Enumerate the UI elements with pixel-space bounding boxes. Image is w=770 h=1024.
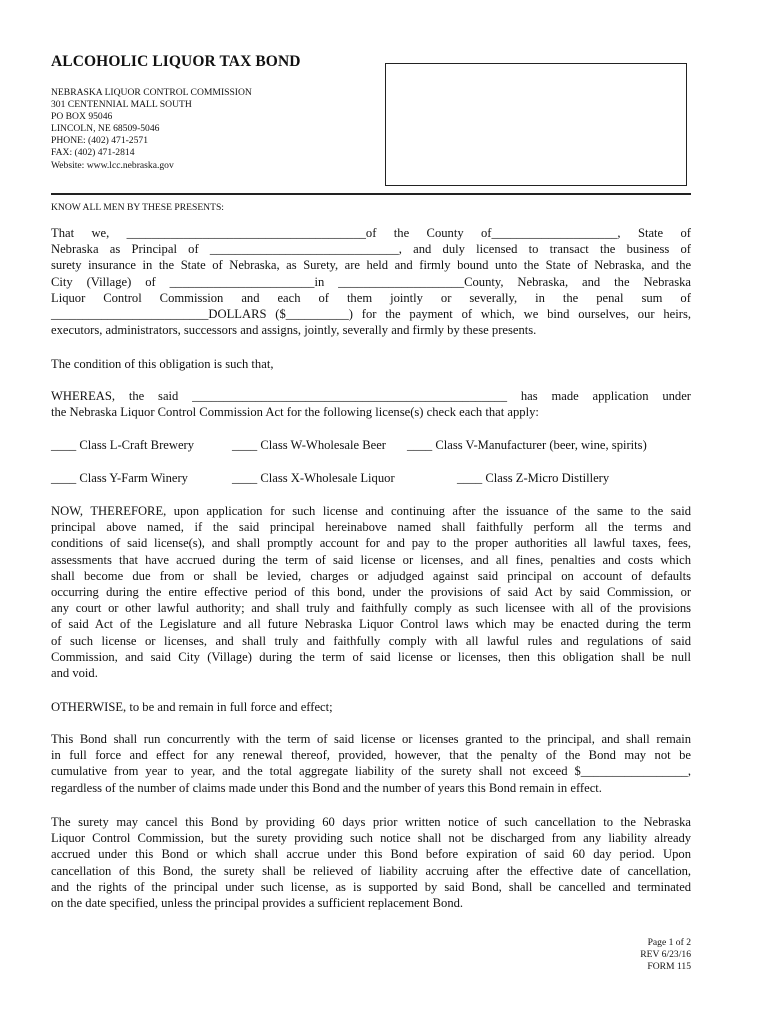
- word: jointly: [390, 290, 423, 305]
- word: of: [318, 290, 329, 305]
- surety-line: accrued under this Bond or which shall accrue under this Bond before expiration of said 60 day period. Upon: [51, 847, 691, 862]
- now-line: of such license or licenses, and shall truly and faithfully comply with all lawful rules and regulations of said: [51, 633, 691, 648]
- bond-line: cumulative from year to year, and the total aggregate liability of the surety shall not exceed $_________________,: [51, 764, 691, 779]
- page-number: Page 1 of 2: [647, 937, 691, 948]
- surety-line: cancellation of this Bond, the surety shall be relieved of liability accruing after the effective date of cancellation,: [51, 863, 691, 878]
- para1-line-4: City (Village) of _______________________in ____________________County, Nebraska, and the Nebraska: [51, 274, 691, 289]
- para1-line-2: Nebraska as Principal of ______________________________, and duly licensed to transact the business of: [51, 242, 691, 257]
- now-line: assessments that have accrued during the term of said license or licenses, and all fines, penalties and costs which: [51, 552, 691, 567]
- word: Control: [103, 290, 142, 305]
- word: Liquor: [51, 290, 86, 305]
- address-line-website: Website: www.lcc.nebraska.gov: [51, 159, 174, 171]
- now-line: shall become due from or shall be levied, charges or adjudged against said principal on account of defaults: [51, 568, 691, 583]
- now-line: any court or other lawful authority; and shall truly and faithfully comply as such licensee with all of the provisions: [51, 601, 691, 616]
- now-line: NOW, THEREFORE, upon application for such license and continuing after the issuance of the same to the said: [51, 504, 691, 518]
- now-line: occurring during the entire effective period of this bond, under the provisions of said Act by said Commission, or: [51, 585, 691, 600]
- word: the: [562, 290, 579, 305]
- para1-line-5: [51, 290, 691, 306]
- know-all-men-heading: KNOW ALL MEN BY THESE PRESENTS:: [51, 202, 224, 213]
- now-line: and void.: [51, 666, 98, 681]
- form-title: ALCOHOLIC LIQUOR TAX BOND: [51, 53, 301, 70]
- office-use-box: [385, 63, 687, 186]
- bond-line: This Bond shall run concurrently with the term of said license or licenses granted to the principal, and shall remain: [51, 732, 691, 746]
- whereas-paragraph: [51, 388, 691, 420]
- revision-date: REV 6/23/16: [640, 949, 691, 961]
- now-line: conditions of said license(s), and shall promptly account for and pay to the proper authorities all lawful taxes, fees,: [51, 536, 691, 551]
- checkbox-class-x-wholesale-liquor[interactable]: ____ Class X-Wholesale Liquor: [232, 471, 395, 485]
- page-footer: [611, 937, 691, 974]
- word: in: [535, 290, 545, 305]
- whereas-line-2: the Nebraska Liquor Control Commission Act for the following license(s) check each that apply:: [51, 405, 539, 420]
- principal-surety-paragraph: [51, 225, 691, 338]
- whereas-line-1: WHEREAS, the said __________________________________________________ has made application under: [51, 389, 691, 403]
- surety-line: The surety may cancel this Bond by providing 60 days prior written notice of such cancellation to the Nebraska: [51, 815, 691, 829]
- para1-line-3: surety insurance in the State of Nebraska, as Surety, are held and firmly bound unto the State of Nebraska, and the: [51, 258, 691, 273]
- word: penal: [596, 290, 624, 305]
- now-line: principal above named, if the said principal hereinabove named shall faithfully perform all the terms and: [51, 520, 691, 535]
- word: of: [680, 290, 691, 305]
- address-line-commission: NEBRASKA LIQUOR CONTROL COMMISSION: [51, 87, 252, 98]
- form-number: FORM 115: [647, 961, 691, 973]
- address-line-phone: PHONE: (402) 471-2571: [51, 135, 148, 147]
- header-divider: [51, 193, 691, 195]
- word: sum: [641, 290, 663, 305]
- surety-cancellation-paragraph: [51, 814, 691, 911]
- word: Commission: [159, 290, 224, 305]
- address-line-fax: FAX: (402) 471-2814: [51, 147, 135, 159]
- para1-line-1: That we, ______________________________________of the County of____________________, State of: [51, 226, 691, 240]
- surety-line: and the rights of the principal under such license, as is supported by said Bond, shall be cancelled and terminated: [51, 879, 691, 894]
- checkbox-class-v-manufacturer[interactable]: ____ Class V-Manufacturer (beer, wine, spirits): [407, 438, 647, 452]
- word: severally,: [469, 290, 518, 305]
- commission-address-block: [51, 87, 252, 172]
- checkbox-class-y-farm-winery[interactable]: ____ Class Y-Farm Winery: [51, 471, 188, 485]
- bond-line: regardless of the number of claims made under this Bond and the number of years this Bond remain in effect.: [51, 780, 602, 795]
- checkbox-class-w-wholesale-beer[interactable]: ____ Class W-Wholesale Beer: [232, 438, 387, 452]
- para1-line-7: executors, administrators, successors and assigns, jointly, severally and firmly by these presents.: [51, 323, 537, 338]
- surety-line: on the date specified, unless the principal provides a sufficient replacement Bond.: [51, 896, 464, 911]
- surety-line: Liquor Control Commission, but the surety providing such notice shall not be discharged from any liability already: [51, 831, 691, 846]
- bond-concurrent-paragraph: [51, 731, 691, 796]
- condition-statement: The condition of this obligation is such that,: [51, 357, 274, 371]
- word: each: [277, 290, 301, 305]
- checkbox-class-z-micro-distillery[interactable]: ____ Class Z-Micro Distillery: [457, 471, 610, 485]
- address-line-po-box: PO BOX 95046: [51, 111, 113, 123]
- address-line-city: LINCOLN, NE 68509-5046: [51, 123, 160, 135]
- now-line: Commission, and said City (Village) during the term of said license or licenses, then this obligation shall be null: [51, 649, 691, 664]
- para1-line-6: _________________________DOLLARS ($__________) for the payment of which, we bind ourselves, our heirs,: [51, 307, 691, 322]
- checkbox-class-l-craft-brewery[interactable]: ____ Class L-Craft Brewery: [51, 438, 195, 452]
- now-therefore-paragraph: [51, 503, 691, 681]
- word: or: [440, 290, 452, 305]
- now-line: of said Act of the Legislature and all future Nebraska Liquor Control laws which may be enacted during the term: [51, 617, 691, 632]
- bond-form-page: [51, 0, 691, 1024]
- otherwise-statement: OTHERWISE, to be and remain in full force and effect;: [51, 700, 333, 714]
- bond-line: in full force and effect for any renewal thereof, provided, however, that the penalty of the Bond may not be: [51, 748, 691, 763]
- word: them: [346, 290, 373, 305]
- word: and: [241, 290, 260, 305]
- address-line-street: 301 CENTENNIAL MALL SOUTH: [51, 99, 192, 111]
